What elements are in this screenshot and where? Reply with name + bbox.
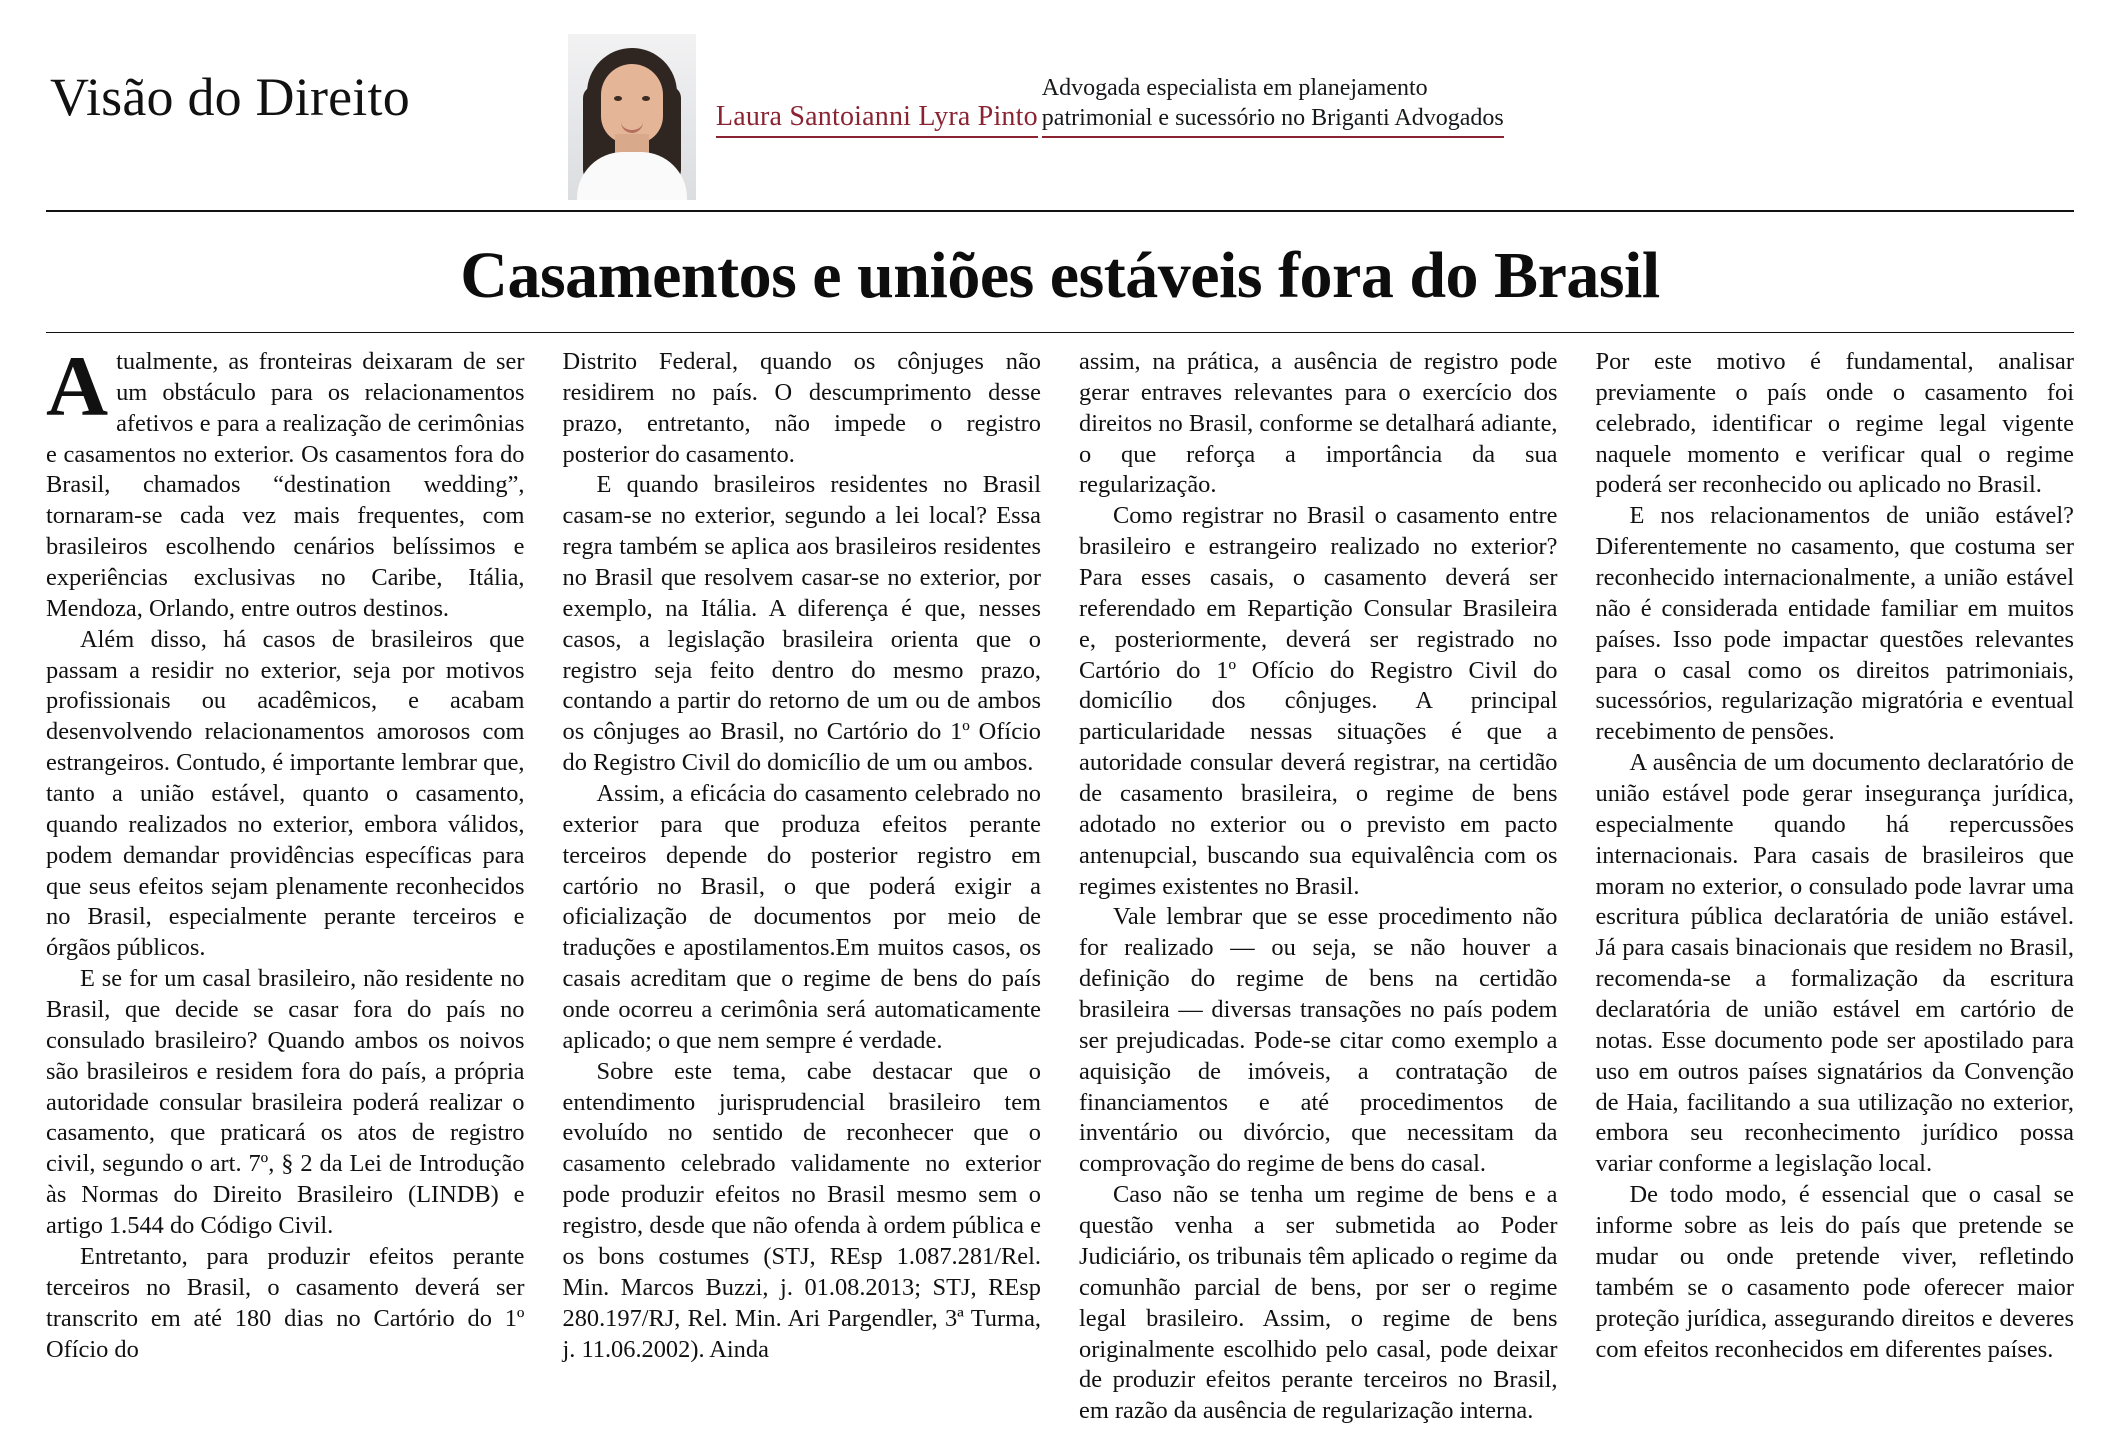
- author-role-line1: Advogada especialista em planejamento: [1041, 75, 1428, 101]
- article-column-4: [1595, 347, 2075, 1363]
- paragraph: Distrito Federal, quando os cônjuges não residirem no país. O descumprimento desse prazo, entretanto, não impede o registro posterior do casamento.: [562, 348, 1041, 468]
- paragraph: Como registrar no Brasil o casamento entre brasileiro e estrangeiro realizado no exterior? Para esses casais, o casamento deverá ser referendado em Repartição Consular Brasileira e, posteriormente, deverá ser registrado no Cartório do 1º Ofício do Registro Civil do domicílio dos cônjuges. A principal particularidade nessas situações é que a autoridade consular deverá registrar, na certidão de casamento brasileira, o regime de bens adotado no exterior ou o previsto em pacto antenupcial, buscando sua equivalência com os regimes existentes no Brasil.: [1079, 502, 1558, 900]
- author-role-line2: patrimonial e sucessório no Briganti Advogados: [1041, 105, 1504, 132]
- paragraph: Caso não se tenha um regime de bens e a questão venha a ser submetida ao Poder Judiciário, os tribunais têm aplicado o regime da comunhão parcial de bens, por ser o regime legal brasileiro. Assim, o regime de bens originalmente escolhido pelo casal, pode deixar de produzir efeitos perante terceiros no Brasil, em razão da ausência de regularização interna.: [1079, 1181, 1558, 1425]
- masthead: [46, 22, 2074, 200]
- paragraph: assim, na prática, a ausência de registro pode gerar entraves relevantes para o exercício dos direitos no Brasil, conforme se detalhará adiante, o que reforça a importância da sua regularização.: [1079, 348, 1558, 499]
- author-text: [716, 34, 1504, 138]
- paragraph: Sobre este tema, cabe destacar que o entendimento jurisprudencial brasileiro tem evoluído no sentido de reconhecer que o casamento celebrado validamente no exterior pode produzir efeitos no Brasil mesmo sem o registro, desde que não ofenda à ordem pública e os bons costumes (STJ, REsp 1.087.281/Rel. Min. Marcos Buzzi, j. 01.08.2013; STJ, REsp 280.197/RJ, Rel. Min. Ari Pargendler, 3ª Turma, j. 11.06.2002). Ainda: [562, 1057, 1041, 1363]
- author-name: Laura Santoianni Lyra Pinto: [716, 101, 1038, 138]
- article-column-3: [1079, 347, 1558, 1425]
- paragraph: Vale lembrar que se esse procedimento não for realizado — ou seja, se não houver a definição do regime de bens na certidão brasileira — diversas transações no país podem ser prejudicadas. Pode-se citar como exemplo a aquisição de imóveis, a contratação de financiamentos e até procedimentos de inventário ou divórcio, que necessitam da comprovação do regime de bens do casal.: [1079, 903, 1558, 1178]
- page-title: Casamentos e uniões estáveis fora do Brasil: [460, 239, 1660, 312]
- paragraph: E se for um casal brasileiro, não residente no Brasil, que decide se casar fora do país no consulado brasileiro? Quando ambos os noivos são brasileiros e residem fora do país, a própria autoridade consular brasileira poderá realizar o casamento, que praticará os atos de registro civil, segundo o art. 7º, § 2 da Lei de Introdução às Normas do Direito Brasileiro (LINDB) e artigo 1.544 do Código Civil.: [46, 965, 525, 1240]
- author-portrait: [568, 34, 696, 200]
- paragraph: E quando brasileiros residentes no Brasil casam-se no exterior, segundo a lei local? Essa regra também se aplica aos brasileiros residentes no Brasil que resolvem casar-se no exterior, por exemplo, na Itália. A diferença é que, nesses casos, a legislação brasileira orienta que o registro seja feito dentro do mesmo prazo, contando a partir do retorno de um ou de ambos os cônjuges ao Brasil, no Cartório do 1º Ofício do Registro Civil do domicílio de um ou ambos.: [562, 471, 1041, 777]
- paragraph: [46, 338, 525, 625]
- article-column-2: [562, 347, 1042, 1363]
- paragraph: Assim, a eficácia do casamento celebrado no exterior para que produza efeitos perante terceiros depende do posterior registro em cartório no Brasil, o que poderá exigir a oficialização de documentos por meio de traduções e apostilamentos.Em muitos casos, os casais acreditam que o regime de bens do país onde ocorreu a cerimônia será automaticamente aplicado; o que nem sempre é verdade.: [562, 780, 1041, 1054]
- article-column-1: [46, 338, 525, 1363]
- paragraph: E nos relacionamentos de união estável? Diferentemente no casamento, que costuma ser reconhecido internacionalmente, a união estável não é considerada entidade familiar em muitos países. Isso pode impactar questões relevantes para o casal como os direitos patrimoniais, sucessórios, regularização migratória e eventual recebimento de pensões.: [1595, 502, 2074, 746]
- paragraph: Além disso, há casos de brasileiros que passam a residir no exterior, seja por motivos profissionais ou acadêmicos, e acabam desenvolvendo relacionamentos amorosos com estrangeiros. Contudo, é importante lembrar que, tanto a união estável, quanto o casamento, quando realizados no exterior, embora válidos, podem demandar providências específicas para que seus efeitos sejam plenamente reconhecidos no Brasil, especialmente perante terceiros e órgãos públicos.: [46, 625, 525, 962]
- paragraph: Por este motivo é fundamental, analisar previamente o país onde o casamento foi celebrado, identificar o regime legal vigente naquele momento e verificar qual o regime poderá ser reconhecido ou aplicado no Brasil.: [1595, 348, 2074, 499]
- drop-cap: A: [46, 338, 109, 434]
- section-title: Visão do Direito: [50, 67, 410, 127]
- headline-divider: [46, 332, 2074, 333]
- paragraph: De todo modo, é essencial que o casal se informe sobre as leis do país que pretende se mudar ou onde pretende viver, refletindo também se o casamento pode oferecer maior proteção jurídica, assegurando direitos e deveres com efeitos reconhecidos em diferentes países.: [1595, 1181, 2074, 1363]
- paragraph: Entretanto, para produzir efeitos perante terceiros no Brasil, o casamento deverá ser transcrito em até 180 dias no Cartório do 1º Ofício do: [46, 1242, 525, 1363]
- paragraph-text: tualmente, as fronteiras deixaram de ser um obstáculo para os relacionamentos afetivos e para a realização de cerimônias e casamentos no exterior. Os casamentos fora do Brasil, chamados “destination wedding”, tornaram-se cada vez mais frequentes, com brasileiros escolhendo cenários belíssimos e experiências exclusivas no Caribe, Itália, Mendoza, Orlando, entre outros destinos.: [46, 348, 525, 622]
- author-role: [1042, 73, 1504, 138]
- author-block: [568, 34, 1504, 200]
- article-body: [46, 338, 2074, 1425]
- header-divider: [46, 210, 2074, 212]
- paragraph: A ausência de um documento declaratório de união estável pode gerar insegurança jurídica, especialmente quando há repercussões internacionais. Para casais de brasileiros que moram no exterior, o consulado pode lavrar uma escritura pública declaratória de união estável. Já para casais binacionais que residem no Brasil, recomenda-se a formalização da escritura declaratória de união estável em cartório de notas. Esse documento pode ser apostilado para uso em outros países signatários da Convenção de Haia, facilitando a sua utilização no exterior, embora seu reconhecimento jurídico possa variar conforme a legislação local.: [1595, 749, 2074, 1178]
